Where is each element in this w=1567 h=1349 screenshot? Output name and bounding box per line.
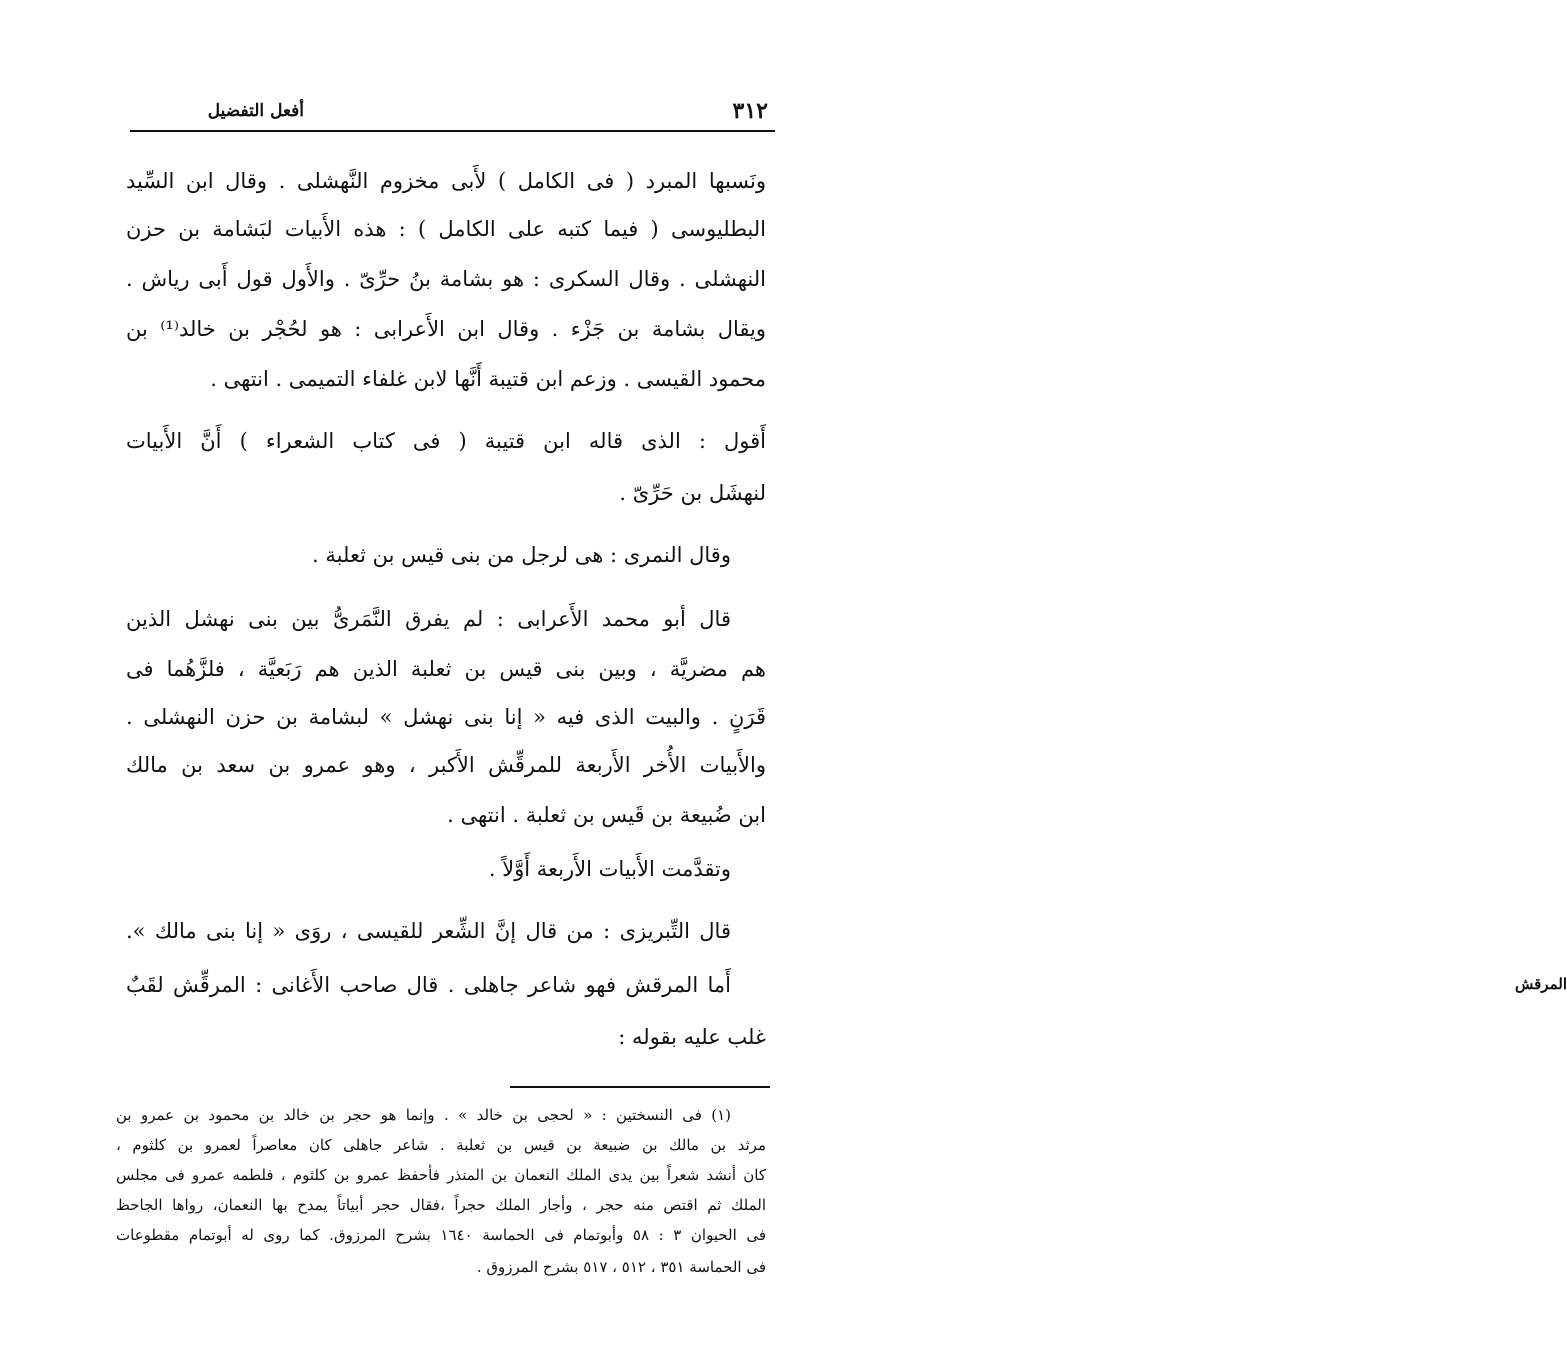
body-line: وتقدَّمت الأَبيات الأَربعة أَوَّلاً .	[488, 857, 731, 881]
footnote-line: (١) فى النسختين : « لحجى بن خالد » . وإنما هو حجر بن خالد بن محمود بن عمرو بن	[116, 1106, 731, 1124]
body-line: أَما المرقش فهو شاعر جاهلى . قال صاحب الأَغانى : المرقِّش لقَبٌ	[126, 973, 731, 997]
body-line: البطليوسى ( فيما كتبه على الكامل ) : هذه الأَبيات لبَشامة بن حزن	[126, 217, 766, 241]
body-line: غلب عليه بقوله :	[618, 1025, 766, 1049]
body-line: قال أبو محمد الأَعرابى : لم يفرق النَّمَرىُّ بين بنى نهشل الذين	[126, 607, 731, 631]
page-number: ٣١٢	[732, 98, 768, 124]
side-note-label: المرقش	[1515, 975, 1567, 993]
footnote-line: الملك ثم اقتص منه حجر ، وأجار الملك حجراً ،فقال حجر أبياتاً يمدح بها النعمان، رواها الجاحظ	[116, 1196, 766, 1214]
running-title: أفعل التفضيل	[207, 101, 304, 121]
header-rule	[130, 130, 775, 132]
body-line: ابن ضُبيعة بن قَيس بن ثعلبة . انتهى .	[447, 803, 766, 827]
body-line: محمود القيسى . وزعم ابن قتيبة أَنَّها لابن غلفاء التميمى . انتهى .	[210, 367, 766, 391]
body-line: أَقول : الذى قاله ابن قتيبة ( فى كتاب الشعراء ) أَنَّ الأَبيات	[126, 429, 766, 453]
footnote-line: كان أنشد شعراً بين يدى الملك النعمان بن المنذر فأحفظ عمرو بن كلثوم ، فلطمه عمرو فى مجلس	[116, 1166, 766, 1184]
footnote-line: فى الحيوان ٣ : ٥٨ وأبوتمام فى الحماسة ١٦٤٠ بشرح المرزوق. كما روى له أبوتمام مقطوعات	[116, 1226, 767, 1244]
body-line: النهشلى . وقال السكرى : هو بشامة بنُ حرِّىّ . والأَول قول أَبى رياش .	[126, 267, 766, 291]
body-line: قَرَنٍ . والبيت الذى فيه « إنا بنى نهشل » لبشامة بن حزن النهشلى .	[126, 705, 766, 729]
footnote-rule	[510, 1086, 770, 1088]
footnote-line: مرثد بن مالك بن ضبيعة بن قيس بن ثعلبة . شاعر جاهلى كان معاصراً لعمرو بن كلثوم ،	[116, 1136, 766, 1154]
body-line: وقال النمرى : هى لرجل من بنى قيس بن ثعلبة .	[312, 543, 731, 567]
body-line: والأَبيات الأُخر الأَربعة للمرقِّش الأَكبر ، وهو عمرو بن سعد بن مالك	[126, 753, 766, 777]
footnote-line: فى الحماسة ٣٥١ ، ٥١٢ ، ٥١٧ بشرح المرزوق .	[476, 1258, 766, 1276]
body-line: ونَسبها المبرد ( فى الكامل ) لأَبى مخزوم النَّهشلى . وقال ابن السِّيد	[126, 169, 766, 193]
body-line: هم مضريَّة ، وبين بنى قيس بن ثعلبة الذين هم رَبَعيَّة ، فلزَّهُما فى	[126, 657, 766, 681]
body-line: لنهشَل بن حَرِّىّ .	[619, 481, 766, 505]
body-line: قال التِّبريزى : من قال إنَّ الشِّعر للقيسى ، روَى « إنا بنى مالك ».	[126, 919, 731, 943]
body-line: ويقال بشامة بن جَزْء . وقال ابن الأَعرابى : هو لحُجْر بن خالد⁽¹⁾ بن	[126, 317, 766, 341]
